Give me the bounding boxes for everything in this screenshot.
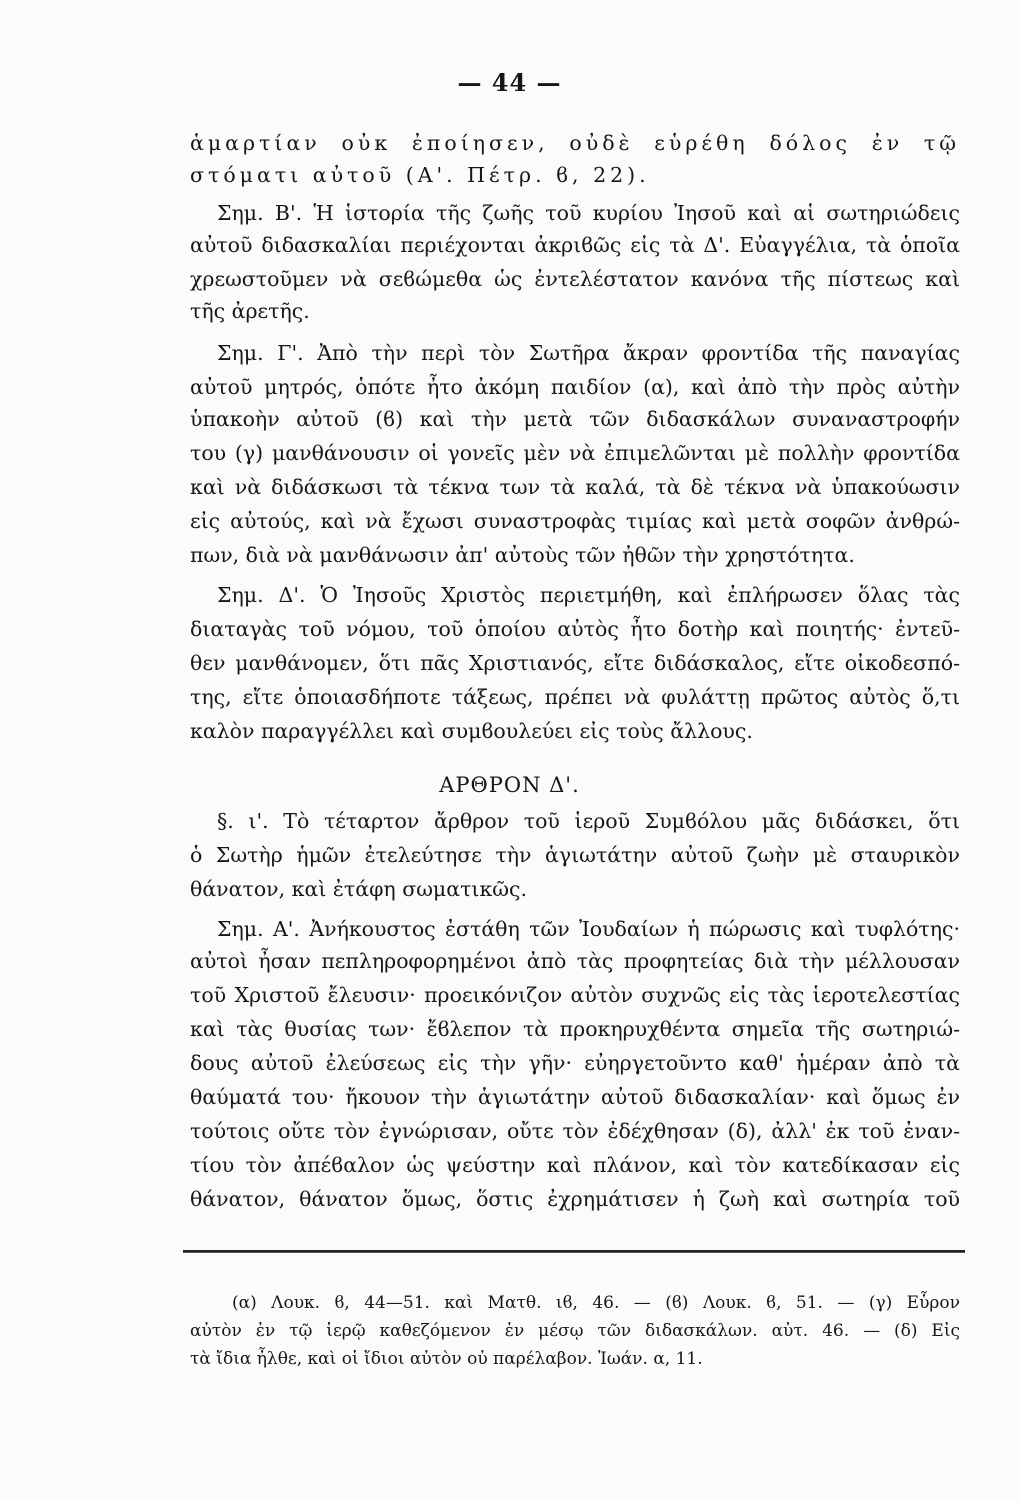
body-line: αὐτοὶ ἦσαν πεπληροφορημένοι ἀπὸ τὰς προφητείας διὰ τὴν μέλλουσαν [190,949,960,973]
body-line: Σημ. Α'. Ἀνήκουστος ἐστάθη τῶν Ἰουδαίων ἡ πώρωσις καὶ τυφλότης· [217,917,960,941]
body-line: χρεωστοῦμεν νὰ σεϐώμεθα ὡς ἐντελέστατον κανόνα τῆς πίστεως καὶ [190,267,960,291]
body-line: του (γ) μανθάνουσιν οἱ γονεῖς μὲν νὰ ἐπιμελῶνται μὲ πολλὴν φροντίδα [190,441,960,465]
body-line: αὐτοῦ μητρός, ὁπότε ἦτο ἀκόμη παιδίον (α), καὶ ἀπὸ τὴν πρὸς αὐτὴν [190,375,960,399]
footnote-line: (α) Λουκ. ϐ, 44—51. καὶ Ματθ. ιϐ, 46. — (ϐ) Λουκ. ϐ, 51. — (γ) Εὗρον [232,1293,960,1313]
body-line: Σημ. Β'. Ἡ ἱστορία τῆς ζωῆς τοῦ κυρίου Ἰησοῦ καὶ αἱ σωτηριώδεις [217,201,960,225]
body-line: καλὸν παραγγέλλει καὶ συμϐουλεύει εἰς τοὺς ἄλλους. [190,719,753,743]
footnote-line: αὐτὸν ἐν τῷ ἱερῷ καθεζόμενον ἐν μέσῳ τῶν διδασκάλων. αὐτ. 46. — (δ) Εἰς [190,1321,960,1341]
body-line: εἰς αὐτούς, καὶ νὰ ἔχωσι συναστροφὰς τιμίας καὶ μετὰ σοφῶν ἀνθρώ- [190,509,960,533]
body-line: τούτοις οὔτε τὸν ἐγνώρισαν, οὔτε τὸν ἐδέχθησαν (δ), ἀλλ' ἐκ τοῦ ἐναν- [190,1119,960,1143]
body-line: τῆς ἀρετῆς. [190,299,310,323]
body-line: ὑπακοὴν αὐτοῦ (ϐ) καὶ τὴν μετὰ τῶν διδασκάλων συναναστροφήν [190,407,960,431]
body-line: δους αὐτοῦ ἐλεύσεως εἰς τὴν γῆν· εὐηργετοῦντο καθ' ἡμέραν ἀπὸ τὰ [190,1051,960,1075]
body-line: πων, διὰ νὰ μανθάνωσιν ἀπ' αὐτοὺς τῶν ἠθῶν τὴν χρηστότητα. [190,543,855,567]
article-heading: ΑΡΘΡΟΝ Δ'. [439,773,580,797]
body-line: ἁμαρτίαν οὐκ ἐποίησεν, οὐδὲ εὑρέθη δόλος ἐν τῷ [190,131,960,155]
body-line: θάνατον, θάνατον ὅμως, ὅστις ἐχρημάτισεν ἡ ζωὴ καὶ σωτηρία τοῦ [190,1187,960,1211]
body-line: Σημ. Δ'. Ὁ Ἰησοῦς Χριστὸς περιετμήθη, καὶ ἐπλήρωσεν ὅλας τὰς [217,583,960,607]
page-number: — 44 — [457,68,562,97]
body-line: Σημ. Γ'. Ἀπὸ τὴν περὶ τὸν Σωτῆρα ἄκραν φροντίδα τῆς παναγίας [217,341,960,365]
body-line: αὐτοῦ διδασκαλίαι περιέχονται ἀκριϐῶς εἰς τὰ Δ'. Εὐαγγέλια, τὰ ὁποῖα [190,233,960,257]
footnote-line: τὰ ἴδια ἦλθε, καὶ οἱ ἴδιοι αὐτὸν οὐ παρέλαβον. Ἰωάν. α, 11. [190,1349,703,1369]
footnote-rule [183,1250,965,1253]
body-line: θάνατον, καὶ ἐτάφη σωματικῶς. [190,877,527,901]
body-line: §. ι'. Τὸ τέταρτον ἄρθρον τοῦ ἱεροῦ Συμϐόλου μᾶς διδάσκει, ὅτι [217,809,960,833]
body-line: θαύματά του· ἤκουον τὴν ἁγιωτάτην αὐτοῦ διδασκαλίαν· καὶ ὅμως ἐν [190,1085,960,1109]
body-line: καὶ νὰ διδάσκωσι τὰ τέκνα των τὰ καλά, τὰ δὲ τέκνα νὰ ὑπακούωσιν [190,475,960,499]
body-line: στόματι αὐτοῦ (Α'. Πέτρ. ϐ, 22). [190,163,650,187]
body-line: καὶ τὰς θυσίας των· ἔϐλεπον τὰ προκηρυχθέντα σημεῖα τῆς σωτηριώ- [190,1017,960,1041]
body-line: τίου τὸν ἀπέϐαλον ὡς ψεύστην καὶ πλάνον, καὶ τὸν κατεδίκασαν εἰς [190,1153,960,1177]
body-line: διαταγὰς τοῦ νόμου, τοῦ ὁποίου αὐτὸς ἦτο δοτὴρ καὶ ποιητής· ἐντεῦ- [190,617,960,641]
body-line: ὁ Σωτὴρ ἡμῶν ἐτελεύτησε τὴν ἁγιωτάτην αὐτοῦ ζωὴν μὲ σταυρικὸν [190,843,960,867]
body-line: της, εἴτε ὁποιασδήποτε τάξεως, πρέπει νὰ φυλάττῃ πρῶτος αὐτὸς ὅ,τι [190,685,960,709]
body-line: τοῦ Χριστοῦ ἔλευσιν· προεικόνιζον αὐτὸν συχνῶς εἰς τὰς ἱεροτελεστίας [190,983,960,1007]
body-line: θεν μανθάνομεν, ὅτι πᾶς Χριστιανός, εἴτε διδάσκαλος, εἴτε οἰκοδεσπό- [190,651,960,675]
